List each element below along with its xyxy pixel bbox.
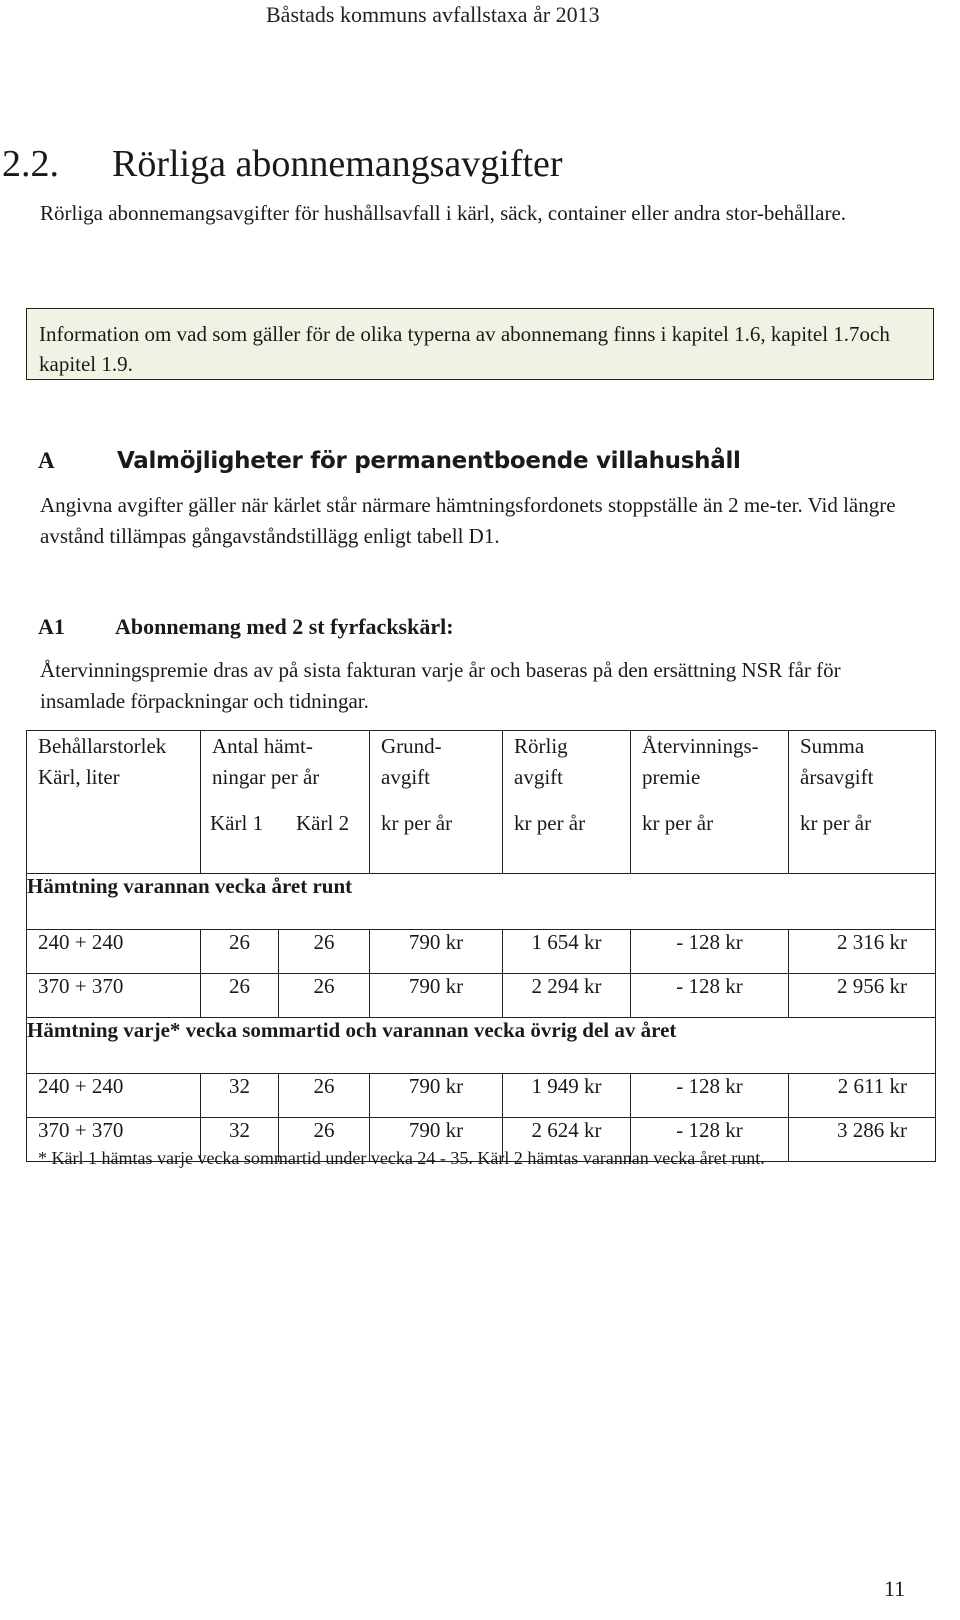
table-row: 240 + 240 32 26 790 kr 1 949 kr - 128 kr 2 611 kr [27,1074,936,1118]
subsection-a1-code: A1 [38,614,65,639]
header-pickups: Antal hämt- ningar per år Kärl 1 Kärl 2 [201,731,370,874]
header-variable-fee: Rörlig avgift kr per år [503,731,631,874]
table-header-row [27,731,936,874]
footnote: * Kärl 1 hämtas varje vecka sommartid under vecka 24 - 35. Kärl 2 hämtas varannan vecka året runt. [38,1148,765,1168]
info-box: Information om vad som gäller för de olika typerna av abonnemang finns i kapitel 1.6, kapitel 1.7och kapitel 1.9. [26,308,934,380]
table-row: 370 + 370 26 26 790 kr 2 294 kr - 128 kr 2 956 kr [27,974,936,1018]
subsection-a-title: Valmöjligheter för permanentboende villahushåll [117,448,741,474]
header-kärl2: Kärl 2 [296,811,350,835]
section-intro: Rörliga abonnemangsavgifter för hushållsavfall i kärl, säck, container eller andra stor-behållare. [40,201,847,225]
subsection-a-letter: A [38,448,55,473]
header-kärl1: Kärl 1 [210,811,264,835]
subsection-a1-title: Abonnemang med 2 st fyrfackskärl: [115,614,454,639]
subsection-a-text: Angivna avgifter gäller när kärlet står närmare hämtningsfordonets stoppställe än 2 me-ter. Vid längre avstånd tillämpas gångavståndstillägg enligt tabell D1. [40,493,896,548]
table-row: 370 + 370 32 26 790 kr 2 624 kr - 128 kr 3 286 kr [27,1118,936,1162]
group-title: Hämtning varje* vecka sommartid och varannan vecka övrig del av året [27,1018,936,1074]
header-recycling-premium: Återvinnings- premie kr per år [631,731,789,874]
section-number: 2.2. [2,143,59,185]
table-row: 240 + 240 26 26 790 kr 1 654 kr - 128 kr 2 316 kr [27,930,936,974]
group-row [27,874,936,930]
group-row [27,1018,936,1074]
running-header: Båstads kommuns avfallstaxa år 2013 [266,2,600,27]
fee-table [26,730,936,1162]
header-container-size: Behållarstorlek Kärl, liter [27,731,201,874]
group-title: Hämtning varannan vecka året runt [27,874,936,930]
section-title: Rörliga abonnemangsavgifter [112,143,563,185]
header-annual-total: Summa årsavgift kr per år [789,731,936,874]
header-base-fee: Grund- avgift kr per år [370,731,503,874]
subsection-a1-text: Återvinningspremie dras av på sista fakturan varje år och baseras på den ersättning NSR får för insamlade förpackningar och tidningar. [40,658,841,713]
page-number: 11 [884,1576,906,1601]
